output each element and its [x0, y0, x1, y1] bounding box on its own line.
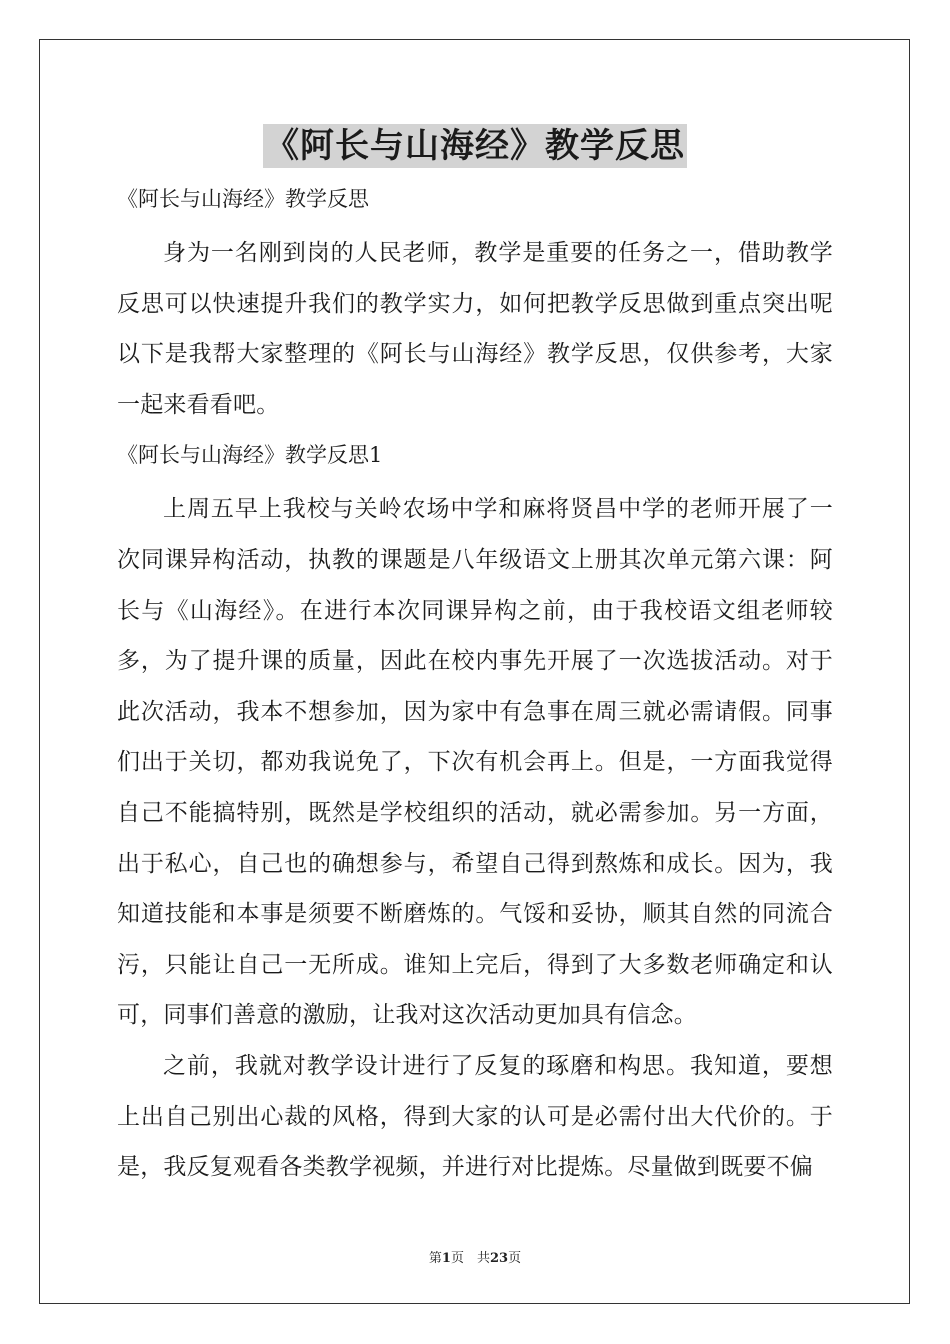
page-total: 23 [489, 1251, 509, 1266]
body-paragraph-2: 之前，我就对教学设计进行了反复的琢磨和构思。我知道，要想上出自己别出心裁的风格，得到大家的认可是必需付出大代价的。于是，我反复观看各类教学视频，并进行对比提炼。尽量做到既要不偏 [117, 1052, 833, 1181]
intro-paragraph: 身为一名刚到岗的人民老师，教学是重要的任务之一，借助教学反思可以快速提升我们的教学实力，如何把教学反思做到重点突出呢以下是我帮大家整理的《阿长与山海经》教学反思，仅供参考，大家一起来看看吧。 [117, 240, 833, 418]
section-heading: 《阿长与山海经》教学反思1 [117, 443, 383, 468]
title-container [0, 124, 950, 168]
body-paragraph-1: 上周五早上我校与关岭农场中学和麻将贤昌中学的老师开展了一次同课异构活动，执教的课题是八年级语文上册其次单元第六课：阿长与《山海经》。在进行本次同课异构之前，由于我校语文组老师较多，为了提升课的质量，因此在校内事先开展了一次选拔活动。对于此次活动，我本不想参加，因为家中有急事在周三就必需请假。同事们出于关切，都劝我说免了，下次有机会再上。但是，一方面我觉得自己不能搞特别，既然是学校组织的活动，就必需参加。另一方面，出于私心，自己也的确想参与，希望自己得到熬炼和成长。因为，我知道技能和本事是须要不断磨炼的。气馁和妥协，顺其自然的同流合污，只能让自己一无所成。谁知上完后，得到了大多数老师确定和认可，同事们善意的激励，让我对这次活动更加具有信念。 [117, 496, 833, 1029]
document-body [117, 178, 833, 1193]
page-footer [0, 1247, 950, 1266]
page-mid: 页 共 [450, 1251, 490, 1266]
page-current: 1 [441, 1251, 451, 1266]
page-suffix: 页 [508, 1251, 522, 1266]
document-title: 《阿长与山海经》教学反思 [265, 126, 685, 166]
page-prefix: 第 [428, 1251, 442, 1266]
document-subtitle: 《阿长与山海经》教学反思 [117, 187, 369, 211]
